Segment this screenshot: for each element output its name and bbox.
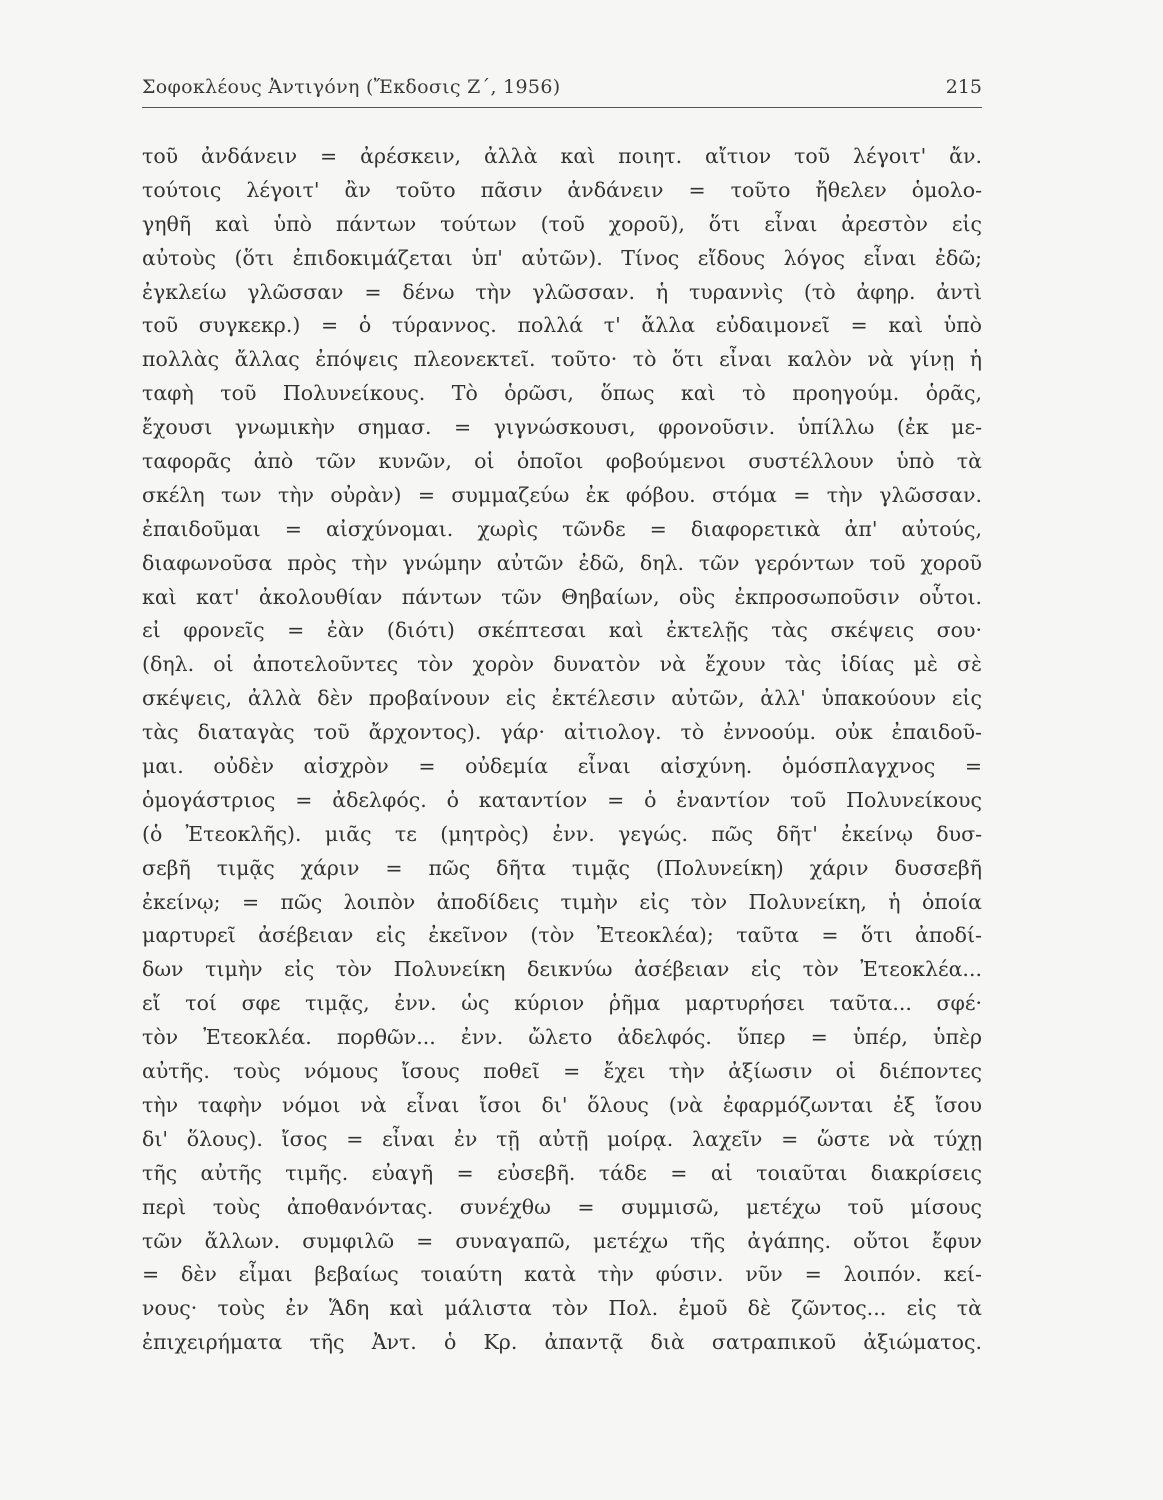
- text-line: αὐτοὺς (ὅτι ἐπιδοκιμάζεται ὑπ' αὐτῶν). Τίνος εἴδους λόγος εἶναι ἐδῶ;: [142, 245, 982, 270]
- text-line: ἔχουσι γνωμικὴν σημασ. = γιγνώσκουσι, φρονοῦσιν. ὑπίλλω (ἐκ με-: [142, 415, 982, 440]
- text-line: γηθῆ καὶ ὑπὸ πάντων τούτων (τοῦ χοροῦ), ὅτι εἶναι ἀρεστὸν εἰς: [142, 211, 982, 236]
- text-line: = δὲν εἶμαι βεβαίως τοιαύτη κατὰ τὴν φύσιν. νῦν = λοιπόν. κεί-: [142, 1262, 982, 1287]
- text-line: δων τιμὴν εἰς τὸν Πολυνείκη δεικνύω ἀσέβειαν εἰς τὸν Ἐτεοκλέα...: [142, 957, 982, 982]
- text-line: ἐκείνῳ; = πῶς λοιπὸν ἀποδίδεις τιμὴν εἰς τὸν Πολυνείκη, ἡ ὁποία: [142, 889, 982, 914]
- text-line: αὐτῆς. τοὺς νόμους ἴσους ποθεῖ = ἔχει τὴν ἀξίωσιν οἱ διέποντες: [142, 1059, 982, 1084]
- page-number: 215: [945, 76, 982, 98]
- text-line: σκέλη των τὴν οὐρὰν) = συμμαζεύω ἐκ φόβου. στόμα = τὴν γλῶσσαν.: [142, 482, 982, 507]
- text-line: ἐγκλείω γλῶσσαν = δένω τὴν γλῶσσαν. ἡ τυραννὶς (τὸ ἀφηρ. ἀντὶ: [142, 279, 982, 304]
- text-line: (ὁ Ἐτεοκλῆς). μιᾶς τε (μητρὸς) ἐνν. γεγώς. πῶς δῆτ' ἐκείνῳ δυσ-: [142, 821, 982, 846]
- text-line: εἴ τοί σφε τιμᾷς, ἐνν. ὡς κύριον ῥῆμα μαρτυρήσει ταῦτα... σφέ·: [142, 991, 982, 1016]
- text-line: ταφορᾶς ἀπὸ τῶν κυνῶν, οἱ ὁποῖοι φοβούμενοι συστέλλουν ὑπὸ τὰ: [142, 449, 982, 474]
- text-line: σκέψεις, ἀλλὰ δὲν προβαίνουν εἰς ἐκτέλεσιν αὐτῶν, ἀλλ' ὑπακούουν εἰς: [142, 686, 982, 711]
- text-line: διαφωνοῦσα πρὸς τὴν γνώμην αὐτῶν ἐδῶ, δηλ. τῶν γερόντων τοῦ χοροῦ: [142, 550, 982, 575]
- text-line: εἰ φρονεῖς = ἐὰν (διότι) σκέπτεσαι καὶ ἐκτελῇς τὰς σκέψεις σου·: [142, 618, 982, 643]
- text-line: ἐπιχειρήματα τῆς Ἀντ. ὁ Κρ. ἀπαντᾷ διὰ σατραπικοῦ ἀξιώματος.: [142, 1330, 982, 1355]
- text-line: μαι. οὐδὲν αἰσχρὸν = οὐδεμία εἶναι αἰσχύνη. ὁμόσπλαγχνος =: [142, 754, 982, 779]
- text-line: καὶ κατ' ἀκολουθίαν πάντων τῶν Θηβαίων, οὓς ἐκπροσωποῦσιν οὗτοι.: [142, 584, 982, 609]
- text-line: περὶ τοὺς ἀποθανόντας. συνέχθω = συμμισῶ, μετέχω τοῦ μίσους: [142, 1194, 982, 1219]
- text-line: τοῦ συγκεκρ.) = ὁ τύραννος. πολλά τ' ἄλλα εὐδαιμονεῖ = καὶ ὑπὸ: [142, 313, 982, 338]
- text-line: ἐπαιδοῦμαι = αἰσχύνομαι. χωρὶς τῶνδε = διαφορετικὰ ἀπ' αὐτούς,: [142, 516, 982, 541]
- text-line: (δηλ. οἱ ἀποτελοῦντες τὸν χορὸν δυνατὸν νὰ ἔχουν τὰς ἰδίας μὲ σὲ: [142, 652, 982, 677]
- text-line: τούτοις λέγοιτ' ἂν τοῦτο πᾶσιν ἁνδάνειν = τοῦτο ἤθελεν ὁμολο-: [142, 177, 982, 202]
- text-line: τῆς αὐτῆς τιμῆς. εὐαγῆ = εὐσεβῆ. τάδε = αἱ τοιαῦται διακρίσεις: [142, 1160, 982, 1185]
- text-line: ταφὴ τοῦ Πολυνείκους. Τὸ ὁρῶσι, ὅπως καὶ τὸ προηγούμ. ὁρᾶς,: [142, 381, 982, 406]
- text-line: δι' ὅλους). ἴσος = εἶναι ἐν τῇ αὐτῇ μοίρᾳ. λαχεῖν = ὥστε νὰ τύχῃ: [142, 1126, 982, 1151]
- book-title: Σοφοκλέους Ἀντιγόνη (Ἔκδοσις Ζ΄, 1956): [142, 76, 561, 98]
- text-line: τὸν Ἐτεοκλέα. πορθῶν... ἐνν. ὤλετο ἀδελφός. ὕπερ = ὑπέρ, ὑπὲρ: [142, 1025, 982, 1050]
- text-line: νους· τοὺς ἐν Ἅδη καὶ μάλιστα τὸν Πολ. ἐμοῦ δὲ ζῶντος... εἰς τὰ: [142, 1296, 982, 1321]
- text-line: σεβῆ τιμᾷς χάριν = πῶς δῆτα τιμᾷς (Πολυνείκη) χάριν δυσσεβῆ: [142, 855, 982, 880]
- text-line: πολλὰς ἄλλας ἐπόψεις πλεονεκτεῖ. τοῦτο· τὸ ὅτι εἶναι καλὸν νὰ γίνῃ ἡ: [142, 347, 982, 372]
- text-line: τοῦ ἀνδάνειν = ἀρέσκειν, ἀλλὰ καὶ ποιητ. αἴτιον τοῦ λέγοιτ' ἄν.: [142, 144, 982, 168]
- running-header: [142, 72, 982, 104]
- text-line: τὴν ταφὴν νόμοι νὰ εἶναι ἴσοι δι' ὅλους (νὰ ἐφαρμόζωνται ἐξ ἴσου: [142, 1092, 982, 1117]
- header-rule: [142, 107, 982, 108]
- text-line: τῶν ἄλλων. συμφιλῶ = συναγαπῶ, μετέχω τῆς ἀγάπης. οὔτοι ἔφυν: [142, 1228, 982, 1253]
- text-line: ὁμογάστριος = ἀδελφός. ὁ καταντίον = ὁ ἐναντίον τοῦ Πολυνείκους: [142, 787, 982, 812]
- text-line: τὰς διαταγὰς τοῦ ἄρχοντος). γάρ· αἰτιολογ. τὸ ἐννοούμ. οὐκ ἐπαιδοῦ-: [142, 720, 982, 745]
- text-line: μαρτυρεῖ ἀσέβειαν εἰς ἐκεῖνον (τὸν Ἐτεοκλέα); ταῦτα = ὅτι ἀποδί-: [142, 923, 982, 948]
- commentary-text: [142, 140, 982, 1360]
